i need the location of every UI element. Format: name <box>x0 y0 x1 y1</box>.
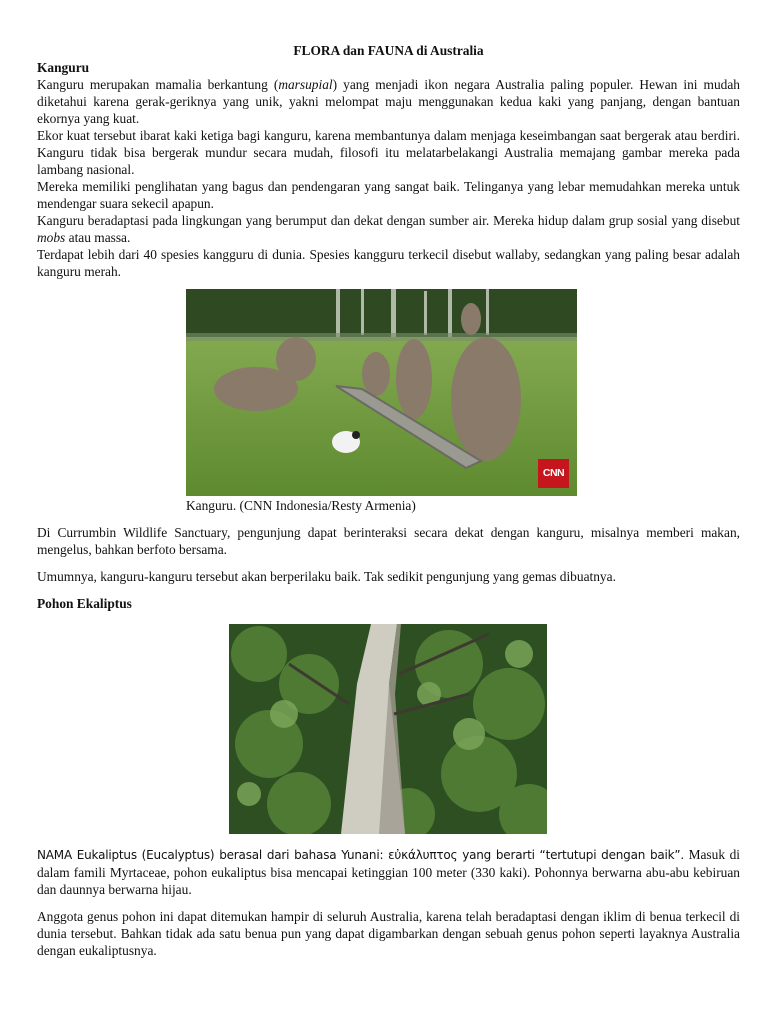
paragraph-kanguru-2: Ekor kuat tersebut ibarat kaki ketiga bagi kanguru, karena membantunya dalam menjaga keseimbangan saat bergerak atau berdiri. Kanguru tidak bisa bergerak mundur secara mudah, filosofi itu melatarbelakangi Australia memajang gambar mereka pada lambang nasional. <box>37 128 740 177</box>
text-run: ) yang menjadi ikon negara Australia paling populer. Hewan ini mudah diketahui karena gerak-geriknya yang unik, yakni melompat maju menggunakan kedua kaki yang panjang, dengan bantuan ekornya yang kuat. <box>37 77 740 126</box>
kangaroo-photo-illustration <box>186 289 577 496</box>
italic-term-mobs: mobs <box>37 230 66 245</box>
paragraph-kanguru-5: Terdapat lebih dari 40 spesies kangguru di dunia. Spesies kangguru terkecil disebut wallaby, sedangkan yang paling besar adalah kanguru merah. <box>37 247 740 279</box>
text-run: atau massa. <box>65 230 131 245</box>
paragraph-kanguru-6: Di Currumbin Wildlife Sanctuary, pengunjung dapat berinteraksi secara dekat dengan kanguru, misalnya memberi makan, mengelus, bahkan berfoto bersama. <box>37 525 740 557</box>
document-title: FLORA dan FAUNA di Australia <box>293 43 484 58</box>
figure-caption-kanguru: Kanguru. (CNN Indonesia/Resty Armenia) <box>186 498 416 513</box>
section-heading-kanguru: Kanguru <box>37 60 90 75</box>
text-run: Masuk di dalam famili Myrtaceae, pohon eukaliptus bisa mencapai ketinggian 100 meter (330 kaki). Pohonnya berwarna abu-abu kebiruan dan daunnya berwarna hijau. <box>37 847 740 897</box>
text-run: Kanguru beradaptasi pada lingkungan yang berumput dan dekat dengan sumber air. Mereka hidup dalam grup sosial yang disebut <box>37 213 740 228</box>
document-page <box>37 42 740 959</box>
eucalyptus-photo <box>229 624 547 834</box>
paragraph-kanguru-4 <box>37 212 740 246</box>
paragraph-ekaliptus-1 <box>37 846 740 898</box>
section-heading-ekaliptus: Pohon Ekaliptus <box>37 596 132 611</box>
paragraph-kanguru-1 <box>37 76 740 127</box>
paragraph-ekaliptus-2: Anggota genus pohon ini dapat ditemukan hampir di seluruh Australia, karena telah beradaptasi dengan iklim di benua terkecil di dunia tersebut. Bahkan tidak ada satu benua pun yang dapat digambarkan dengan sebuah genus pohon seperti layaknya Australia dengan eukaliptusnya. <box>37 909 740 958</box>
paragraph-kanguru-3: Mereka memiliki penglihatan yang bagus dan pendengaran yang sangat baik. Telinganya yang lebar memudahkan mereka untuk mendengar suara sekecil apapun. <box>37 179 740 211</box>
italic-term-marsupial: marsupial <box>278 77 333 92</box>
kangaroo-photo <box>186 289 577 496</box>
cnn-badge: CNN <box>538 459 569 488</box>
text-run: Kanguru merupakan mamalia berkantung ( <box>37 77 279 92</box>
eucalyptus-photo-illustration <box>229 624 547 834</box>
paragraph-kanguru-7: Umumnya, kanguru-kanguru tersebut akan berperilaku baik. Tak sedikit pengunjung yang gemas dibuatnya. <box>37 569 616 584</box>
text-run-sans: NAMA Eukaliptus (Eucalyptus) berasal dari bahasa Yunani: εὐκάλυπτος yang berarti “tertutupi dengan baik”. <box>37 848 685 862</box>
